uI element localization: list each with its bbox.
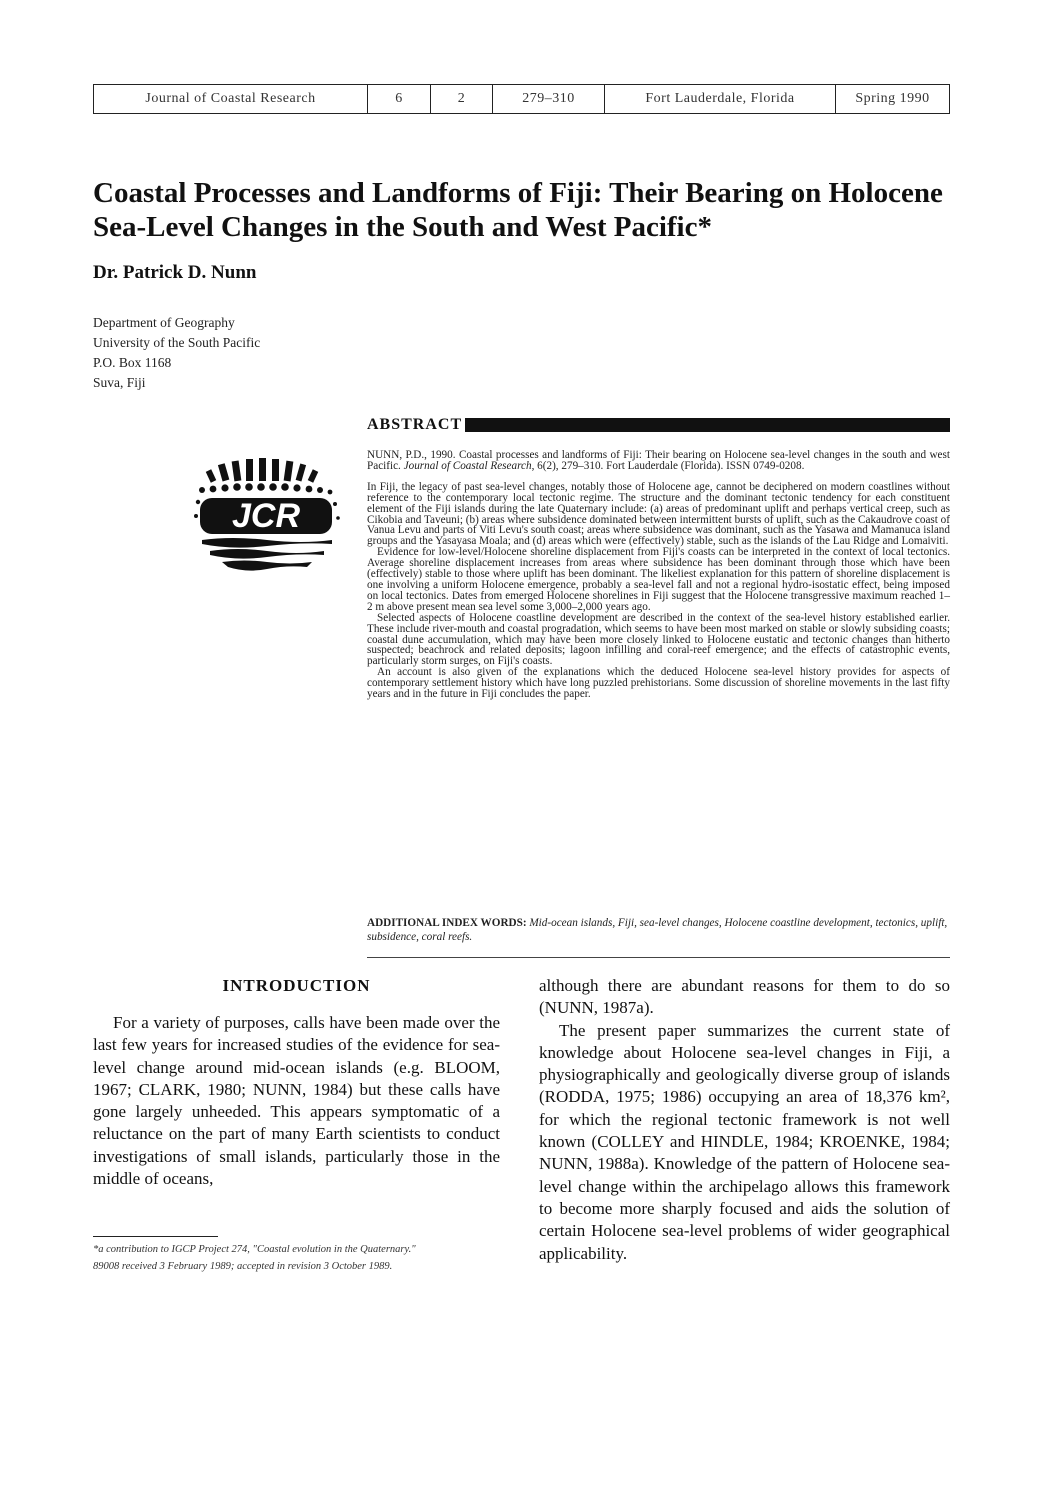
abstract-paragraph: An account is also given of the explanations which the deduced Holocene sea-level history provides for aspects of contemporary settlement history which have long puzzled prehistorians. Some discussion of shoreline movements in the last fifty years and in the future in Fiji concludes the paper. — [367, 666, 950, 701]
affiliation-line: P.O. Box 1168 — [93, 355, 172, 370]
section-heading-introduction: INTRODUCTION — [222, 976, 371, 995]
paper-title: Coastal Processes and Landforms of Fiji: Their Bearing on Holocene Sea-Level Changes in the South and West Pacific* — [93, 177, 943, 243]
abstract-heading — [367, 415, 950, 435]
abstract-paragraph: Selected aspects of Holocene coastline development are described in the context of the sea-level history established earlier. These include river-mouth and coastal progradation, which seems to have been most marked on stable or slowly subsiding coasts; coastal dune accumulation, which may have been more closely linked to Holocene eustatic and tectonic changes than hitherto suspected; beachrock and related deposits; lagoon infilling and coral-reef emergence; and the effects of catastrophic events, particularly storm surges, on Fiji's coasts. — [367, 611, 950, 668]
logo-text: JCR — [231, 497, 301, 535]
header-place: Fort Lauderdale, Florida — [605, 85, 836, 114]
affiliation-line: Suva, Fiji — [93, 375, 146, 390]
abstract-body — [367, 450, 950, 700]
body-paragraph: The present paper summarizes the current state of knowledge about Holocene sea-level changes in Fiji, a physiographically and geologically diverse group of islands (RODDA, 1975; 1986) occupying an area of 18,376 km², for which the regional tectonic framework is not well known (COLLEY and HINDLE, 1984; KROENKE, 1984; NUNN, 1988a). Knowledge of the pattern of Holocene sea-level change within the archipelago allows this framework to become more sharply focused and aids the solution of certain Holocene sea-level problems of wider geographical applicability. — [539, 1020, 950, 1263]
logo-top-bars — [206, 458, 319, 483]
header-journal: Journal of Coastal Research — [94, 85, 368, 114]
affiliation-line: Department of Geography — [93, 315, 235, 330]
right-column — [539, 975, 950, 1265]
jcr-logo — [192, 456, 342, 576]
abstract-citation: NUNN, P.D., 1990. Coastal processes and landforms of Fiji: Their bearing on Holocene sea-level changes in the south and west Pacific. Journal of Coastal Research, 6(2), 279–310. Fort Lauderdale (Florida). ISSN 0749-0208. — [367, 449, 950, 472]
header-volume: 6 — [368, 85, 431, 114]
index-words-list: Mid-ocean islands, Fiji, sea-level changes, Holocene coastline development, tectonics, uplift, subsidence, coral reefs. — [367, 917, 948, 943]
body-paragraph-continued: although there are abundant reasons for them to do so (NUNN, 1987a). — [539, 976, 950, 1018]
abstract-paragraph: In Fiji, the legacy of past sea-level changes, notably those of Holocene age, cannot be deciphered on modern coastlines without reference to the contemporary local tectonic regime. The structure and the dominant tectonic tendency for each constituent element of the Fiji islands during the late Quaternary include: (a) areas of predominant uplift and perhaps vertical creep, such as Cikobia and Taveuni; (b) areas where subsidence dominated between intermittent bursts of uplift, such as the Cakaudrove coast of Vanua Levu and parts of Viti Levu's south coast; areas where subsidence was dominant, such as the Yasawa and Mamanuca island groups and the Yasayasa Moala; and (d) areas which were (effectively) stable, such as the islands of the Lau Ridge and Lomaiviti. — [367, 480, 950, 548]
author-name: Dr. Patrick D. Nunn — [93, 262, 257, 283]
index-words-label: ADDITIONAL INDEX WORDS: — [367, 917, 527, 929]
header-pages: 279–310 — [493, 85, 605, 114]
abstract-label: ABSTRACT — [367, 416, 463, 433]
abstract-divider — [367, 957, 950, 958]
footnote: 89008 received 3 February 1989; accepted in revision 3 October 1989. — [93, 1260, 393, 1272]
left-column — [93, 975, 500, 1190]
header-season: Spring 1990 — [836, 85, 950, 114]
footnote: *a contribution to IGCP Project 274, "Coastal evolution in the Quaternary." — [93, 1244, 416, 1255]
header-issue: 2 — [431, 85, 493, 114]
footnotes — [93, 1243, 500, 1276]
footnote-divider — [93, 1236, 218, 1237]
citation-journal-title: Journal of Coastal Research — [403, 459, 532, 472]
index-words — [367, 916, 950, 944]
abstract-paragraph: Evidence for low-level/Holocene shoreline displacement from Fiji's coasts can be interpreted in the context of local tectonics. Average shoreline displacement increases from areas where subsidence has been dominant through those which have been (effectively) stable to those where uplift has been dominant. The likeliest explanation for this pattern of shoreline displacement is one involving a uniform Holocene emergence, probably a sea-level fall and not a regional hydro-isostatic effect, being imposed on local tectonics. Dates from emerged Holocene shorelines in Fiji suggest that the Holocene transgressive maximum reached 1–2 m above present mean sea level some 3,000–2,000 years ago. — [367, 546, 950, 613]
logo-waves — [202, 538, 332, 571]
abstract-bar — [465, 418, 950, 432]
journal-header — [93, 84, 950, 114]
affiliation — [93, 313, 260, 393]
affiliation-line: University of the South Pacific — [93, 335, 261, 350]
body-paragraph: For a variety of purposes, calls have been made over the last few years for increased studies of the evidence for sea-level change around mid-ocean islands (e.g. BLOOM, 1967; CLARK, 1980; NUNN, 1984) but these calls have gone largely unheeded. This appears symptomatic of a reluctance on the part of many Earth scientists to conduct investigations of small islands, particularly those in the middle of oceans, — [93, 1013, 500, 1189]
